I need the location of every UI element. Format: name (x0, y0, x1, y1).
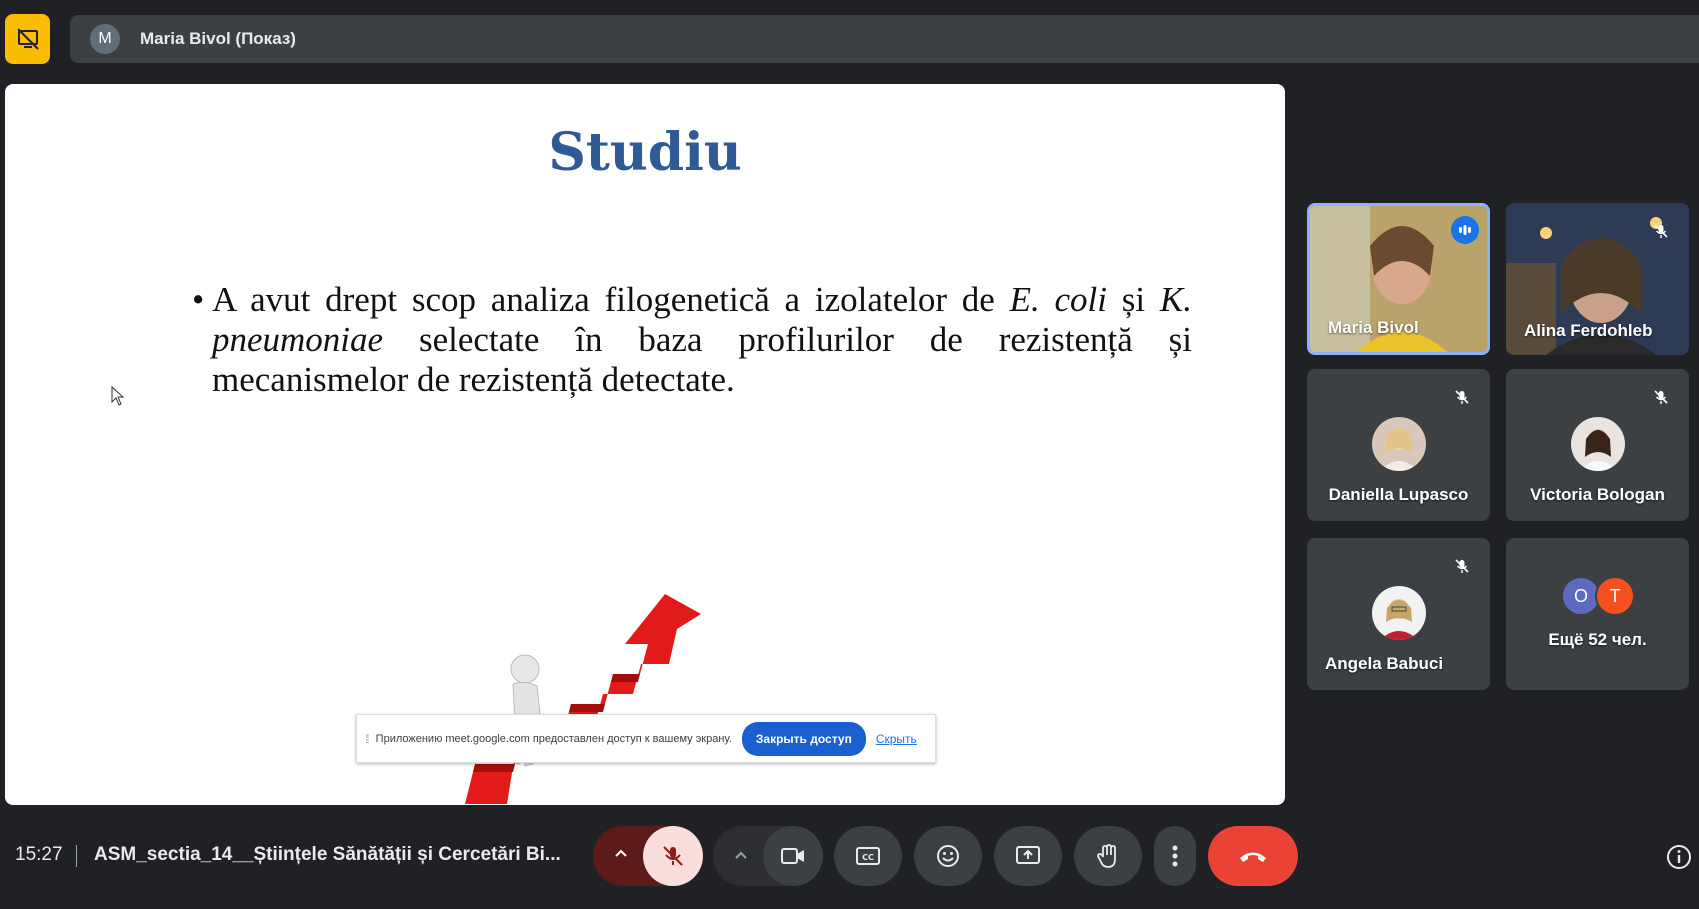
hand-icon (1096, 843, 1120, 869)
bullet-italic-1: E. coli (1009, 280, 1107, 319)
avatar (1372, 417, 1426, 471)
leave-call-button[interactable] (1208, 826, 1298, 886)
participant-tile-alina-ferdohleb[interactable] (1506, 203, 1689, 355)
present-button[interactable] (994, 826, 1062, 886)
more-options-button[interactable] (1154, 826, 1196, 886)
mic-off-icon (1448, 552, 1476, 580)
presenter-bar (70, 15, 1699, 63)
camera-toggle-button[interactable] (763, 826, 823, 886)
cursor-icon (111, 386, 125, 406)
chevron-up-icon (733, 848, 749, 869)
share-banner-message: Приложению meet.google.com предоставлен доступ к вашему экрану. (375, 732, 732, 745)
drag-handle[interactable]: ⁞⁞ (365, 731, 368, 746)
participant-name: Maria Bivol (1328, 318, 1419, 337)
mic-off-icon (1448, 383, 1476, 411)
divider (76, 845, 77, 867)
emoji-icon (935, 843, 961, 869)
presenter-name: Maria Bivol (Показ) (140, 29, 296, 48)
meeting-info-button[interactable] (1665, 843, 1693, 876)
avatar (1372, 586, 1426, 640)
participant-name: Victoria Bologan (1530, 485, 1665, 504)
participant-tile-victoria-bologan[interactable] (1506, 369, 1689, 521)
participant-tile-maria-bivol[interactable] (1307, 203, 1490, 355)
reactions-button[interactable] (914, 826, 982, 886)
mic-off-icon (661, 844, 685, 868)
avatar (1571, 417, 1625, 471)
participant-tile-daniella-lupasco[interactable] (1307, 369, 1490, 521)
bullet-text-2: și (1106, 280, 1146, 319)
meeting-title: ASM_sectia_14__Științele Sănătății și Cercetări Bi... (94, 844, 561, 865)
no-present-icon (16, 27, 40, 51)
participant-name: Daniella Lupasco (1328, 485, 1469, 504)
mic-toggle-button[interactable] (643, 826, 703, 886)
slide-bullet (192, 280, 1192, 400)
slide-title: Studiu (548, 122, 742, 183)
info-icon (1665, 843, 1693, 871)
participant-tile-angela-babuci[interactable] (1307, 538, 1490, 690)
bullet-italic-2: K. pneumoniae (212, 280, 1192, 359)
shared-screen (5, 84, 1285, 805)
avatar: T (1595, 576, 1635, 616)
svg-text:CC: CC (862, 853, 874, 862)
stop-presenting-badge[interactable] (5, 14, 50, 64)
present-icon (1015, 845, 1041, 867)
bullet-text-1: A avut drept scop analiza filogenetică a izolatelor de (212, 280, 1010, 319)
mic-off-icon (1647, 383, 1675, 411)
participant-name: Alina Ferdohleb (1524, 321, 1653, 340)
raise-hand-button[interactable] (1074, 826, 1142, 886)
more-participants-tile[interactable] (1506, 538, 1689, 690)
chevron-up-icon (613, 846, 629, 867)
captions-button[interactable] (834, 826, 902, 886)
captions-icon (855, 846, 881, 866)
hide-banner-link[interactable]: Скрыть (875, 731, 917, 746)
more-participants-label: Ещё 52 чел. (1548, 630, 1647, 649)
mic-off-icon (1647, 217, 1675, 245)
screen-share-banner (356, 714, 936, 763)
participant-name: Angela Babuci (1325, 654, 1444, 673)
hangup-icon (1238, 849, 1268, 863)
presenter-avatar: M (90, 24, 120, 54)
avatar: O (1561, 576, 1601, 616)
camera-icon (780, 845, 806, 867)
clock: 15:27 (15, 844, 63, 865)
stop-sharing-button[interactable]: Закрыть доступ (742, 722, 866, 756)
bullet-dot: • (192, 280, 205, 319)
more-icon (1172, 845, 1178, 867)
bullet-text-3: selectate în baza profilurilor de rezistență și mecanismelor de rezistență detectate. (212, 320, 1192, 399)
speaking-icon (1451, 216, 1479, 244)
